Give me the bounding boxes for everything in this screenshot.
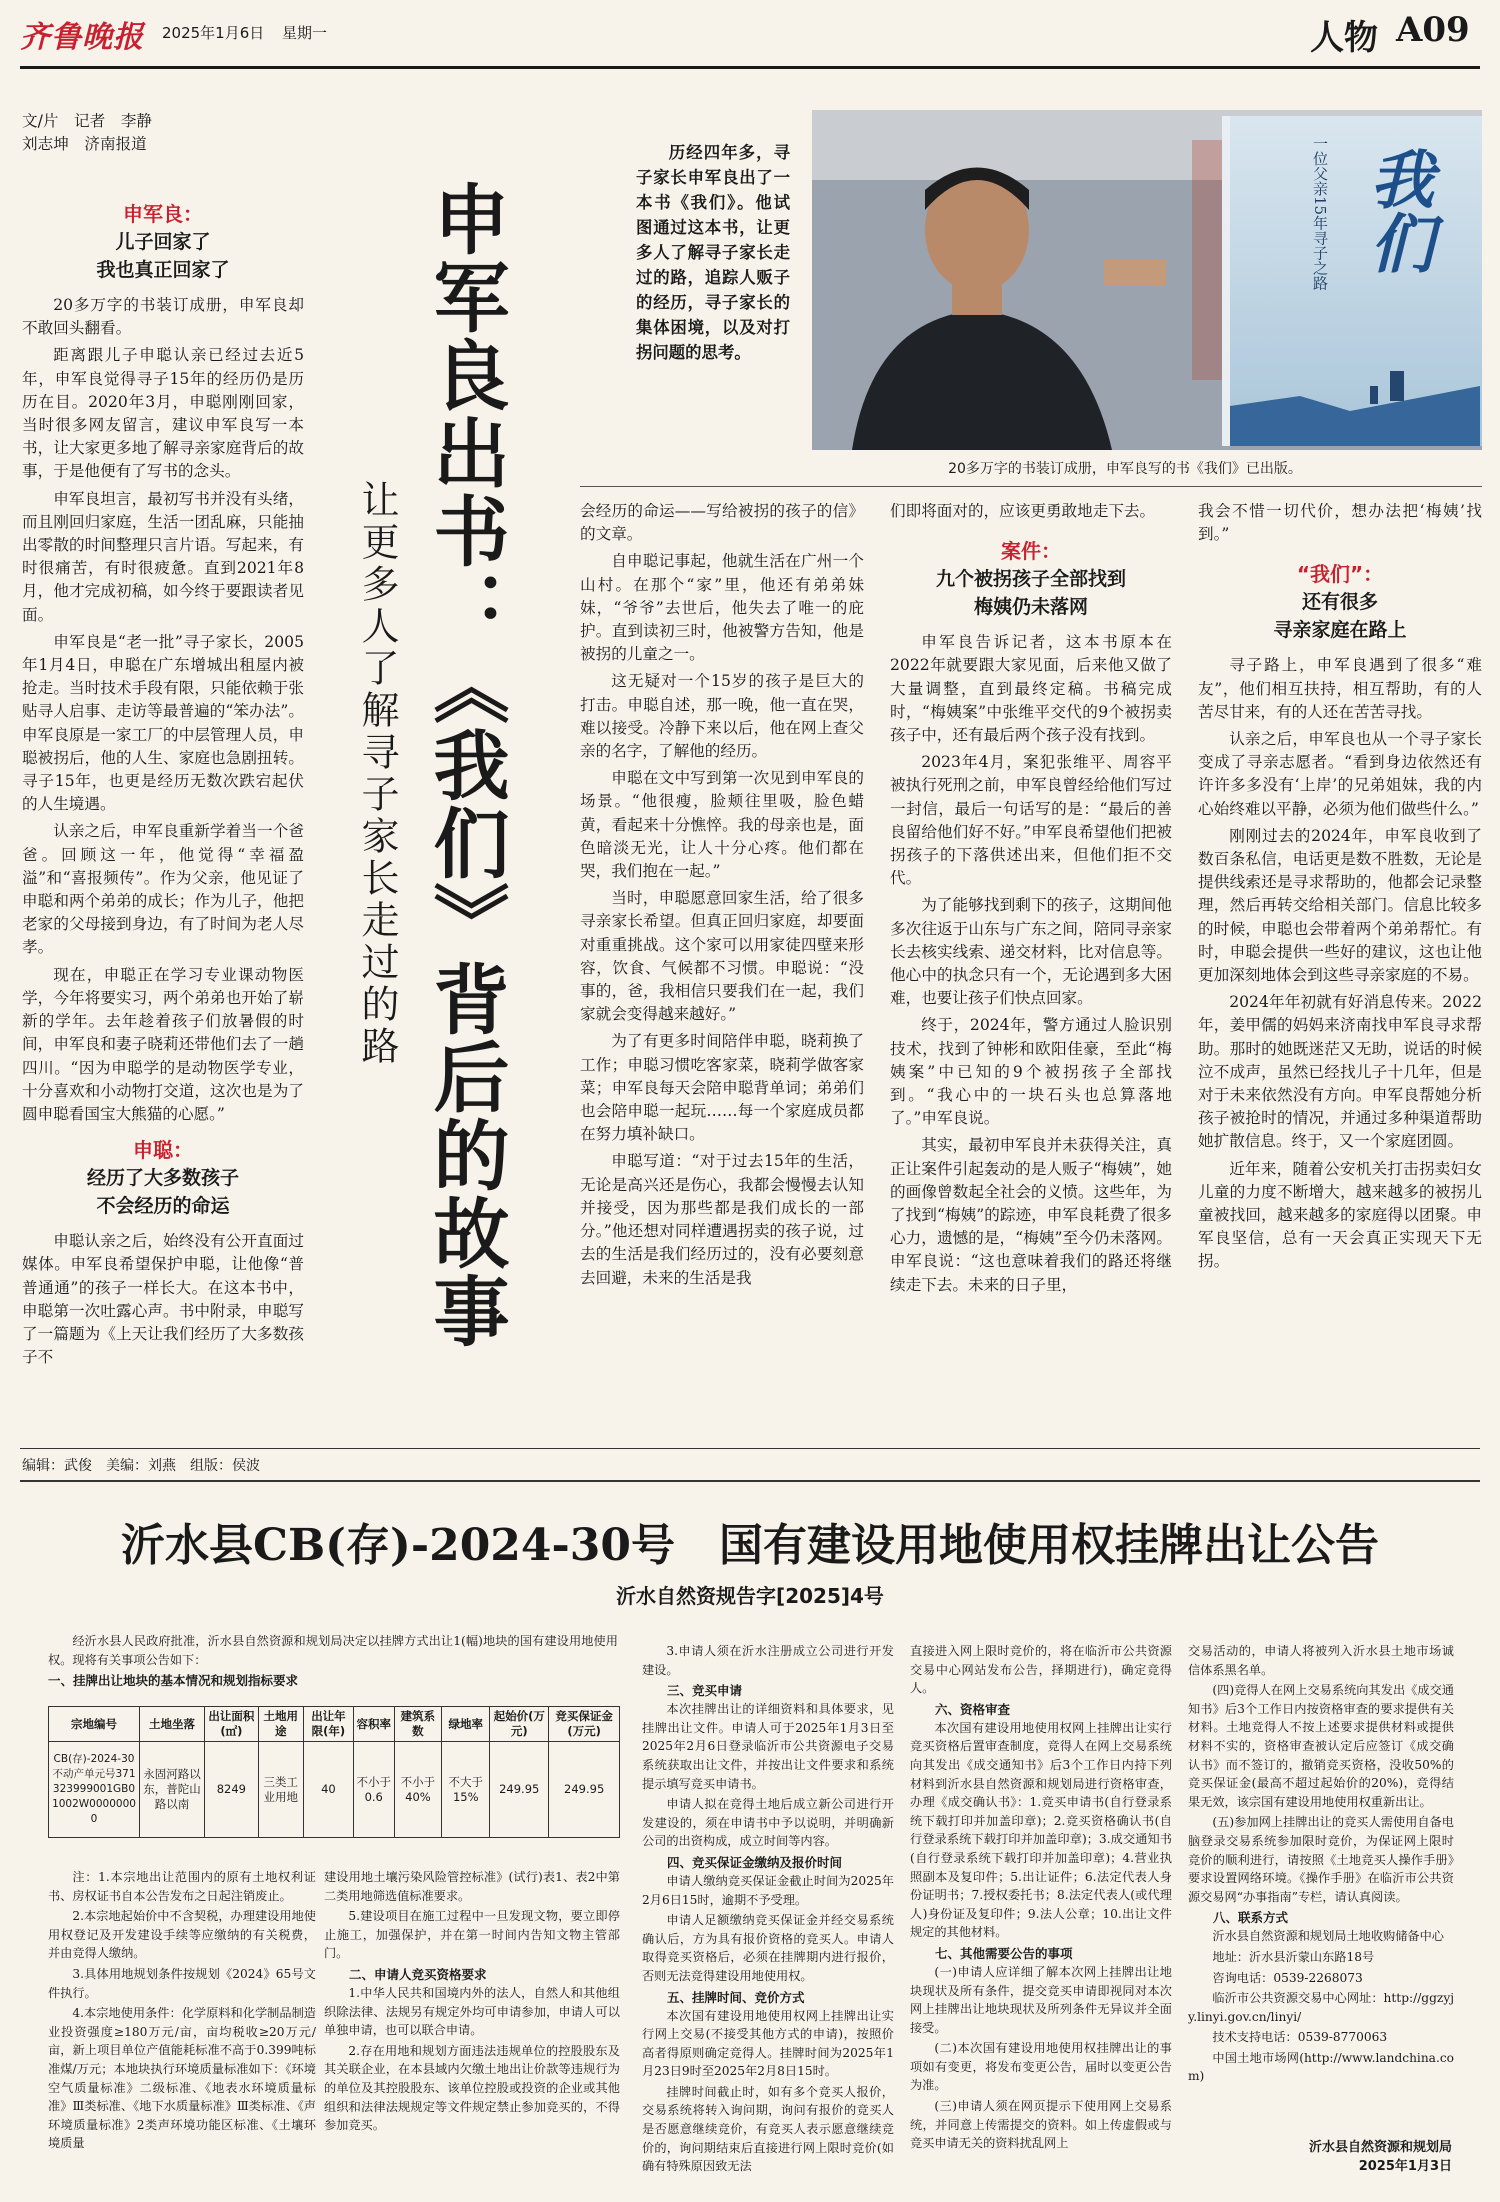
paragraph: 2023年4月，案犯张维平、周容平被执行死刑之前，申军良曾经给他们写过一封信，最后一句话写的是：“最后的善良留给他们好不好。”申军良希望他们把被拐孩子的下落供述出来，但他们拒不交代。	[890, 753, 1172, 888]
newspaper-logo: 齐鲁晚报	[20, 20, 144, 55]
section-name: 人物	[1310, 18, 1378, 58]
subhead-line-3: 经历了大多数孩子	[86, 1167, 239, 1190]
issue-weekday: 星期一	[282, 24, 328, 42]
subhead-us-1: 还有很多	[1301, 591, 1378, 614]
book-cover-art	[1230, 316, 1480, 446]
land-info-table	[48, 1706, 620, 1838]
contact-land-market-site: 中国土地市场网(http://www.landchina.com)	[1188, 2050, 1454, 2084]
paragraph: 我会不惜一切代价，想办法把‘梅姨’找到。”	[1198, 502, 1482, 544]
section-label-shenjunliang: 申军良：	[123, 202, 203, 226]
paragraph: 自申聪记事起，他就生活在广州一个山村。在那个“家”里，他还有弟弟妹妹，“爷爷”去世后，他失去了唯一的庇护。直到读初三时，他被警方告知，他是被拐的儿童之一。	[580, 552, 864, 664]
paragraph: 们即将面对的，应该更勇敢地走下去。	[890, 502, 1156, 520]
masthead-rule	[20, 66, 1480, 69]
announcement-title: 沂水县CB(存)-2024-30号 国有建设用地使用权挂牌出让公告	[120, 1520, 1380, 1571]
paragraph: 当时，申聪愿意回家生活，给了很多寻亲家长希望。但真正回归家庭，却要面对重重挑战。这个家可以用家徒四壁来形容，饮食、气候都不习惯。申聪说：“没事的，爸，我相信只要我们在一起，我们家就会变得越来越好。”	[580, 889, 864, 1024]
article-column-1	[22, 200, 304, 1440]
paragraph: 申军良告诉记者，这本书原本在2022年就要跟大家见面，后来他又做了大量调整，直到最终定稿。书稿完成时，“梅姨案”中张维平交代的9个被拐卖孩子中，还有最后两个孩子没有找到。	[890, 633, 1172, 745]
announcement-column-1	[48, 1868, 316, 2168]
announcement-intro	[48, 1632, 618, 1690]
paragraph: 申请人缴纳竞买保证金截止时间为2025年2月6日15时，逾期不予受理。	[642, 1873, 894, 1907]
contact-line: 沂水县自然资源和规划局土地收购储备中心	[1212, 1929, 1444, 1944]
subhead-us-2: 寻亲家庭在路上	[1273, 619, 1407, 642]
issue-date: 2025年1月6日	[162, 24, 265, 42]
paragraph: 近年来，随着公安机关打击拐卖妇女儿童的力度不断增大，越来越多的被拐儿童被找回，越来越多的家庭得以团聚。申军良坚信，总有一天会真正实现天下无拐。	[1198, 1159, 1482, 1271]
paragraph: (二)本次国有建设用地使用权挂牌出让的事项如有变更，将发布变更公告，届时以变更公告为准。	[910, 2041, 1172, 2093]
paragraph: 其实，最初申军良并未获得关注，真正让案件引起轰动的是人贩子“梅姨”，她的画像曾数起全社会的义愤。这些年，为了找到“梅姨”的踪迹，申军良耗费了很多心力，遗憾的是，“梅姨”至今仍未落网。申军良说：“这也意味着我们的路还将继续走下去。未来的日子里，	[890, 1136, 1172, 1294]
contact-website: 临沂市公共资源交易中心网址：http://ggzyjy.linyi.gov.cn/linyi/	[1188, 1991, 1454, 2024]
announcement-column-4	[910, 1642, 1172, 2182]
paragraph: 本次国有建设用地使用权网上挂牌出让实行网上交易(不接受其他方式的申请)，按照价高者得原则确定竞得人。挂牌时间为2025年1月23日9时至2025年2月8日15时。	[642, 2008, 894, 2079]
paragraph: 20多万字的书装订成册，申军良却不敢回头翻看。	[22, 296, 304, 338]
paragraph: (四)竞得人在网上交易系统向其发出《成交通知书》后3个工作日内按资格审查的要求提供有关材料。土地竞得人不按上述要求提供材料或提供材料不实的，资格审查被认定后应签订《成交确认书》而不签订的，撤销竞买资格，没收50%的竞买保证金(最高不超过起始价的20%)，竞得结果无效，该宗国有建设用地使用权重新出让。	[1188, 1683, 1454, 1809]
table-cell: 249.95	[549, 1742, 620, 1838]
signature-issuer: 沂水县自然资源和规划局	[1308, 2140, 1452, 2155]
announcement-column-3	[642, 1642, 894, 2182]
paragraph: 现在，申聪正在学习专业课动物医学，今年将要实习，两个弟弟也开始了崭新的学年。去年趁着孩子们放暑假的时间，申军良和妻子晓莉还带他们去了一趟四川。“因为申聪学的是动物医学专业，十分喜欢和小动物打交道，这次也是为了圆申聪看国宝大熊猫的心愿。”	[22, 965, 304, 1123]
table-cell: 8249	[205, 1742, 259, 1838]
announcement-section-6: 六、资格审查	[935, 1701, 1011, 1717]
byline-line-1: 文/片 记者 李静	[22, 112, 153, 130]
paragraph: 挂牌时间截止时，如有多个竞买人报价，交易系统将转入询问期，询问有报价的竞买人是否愿意继续竞价，有竞买人表示愿意继续竞价的，询问期结束后直接进行网上限时竞价(如确有特殊原因致无法	[642, 2084, 894, 2174]
announcement-section-7: 七、其他需要公告的事项	[935, 1945, 1073, 1961]
paragraph: 申聪写道：“对于过去15年的生活，无论是高兴还是伤心，我都会慢慢去认知并接受，因为那些都是我们成长的一部分。”他还想对同样遭遇拐卖的孩子说，过去的生活是我们经历过的，没有必要刻意去回避，未来的生活是我	[580, 1152, 864, 1287]
paragraph: 注：1.本宗地出让范围内的原有土地权利证书、房权证书自本公告发布之日起注销废止。	[48, 1870, 316, 1903]
paragraph: 认亲之后，申军良也从一个寻子家长变成了寻亲志愿者。“看到身边依然还有许许多多没有‘上岸’的兄弟姐妹，我的内心始终难以平静，必须为他们做些什么。”	[1198, 730, 1482, 818]
announcement-section-2: 二、申请人竞买资格要求	[349, 1966, 487, 1982]
paragraph: 这无疑对一个15岁的孩子是巨大的打击。申聪自述，那一晚，他一直在哭，难以接受。冷静下来以后，他在网上查父亲的名字，了解他的经历。	[580, 672, 864, 761]
announcement-section-1: 一、挂牌出让地块的基本情况和规划指标要求	[48, 1673, 299, 1689]
contact-phone: 咨询电话：0539-2268073	[1212, 1970, 1363, 1985]
section-label-case: 案件：	[1001, 539, 1061, 564]
paragraph: 申聪在文中写到第一次见到申军良的场景。“他很瘦，脸颊往里吸，脸色蜡黄，看起来十分憔悴。我的母亲也是，面色暗淡无光，让人十分心疼。他们都在哭，我们抱在一起。”	[580, 769, 864, 881]
table-cell: 不小于40%	[394, 1742, 442, 1838]
paragraph: 会经历的命运——写给被拐的孩子的信》的文章。	[580, 502, 864, 544]
paragraph: 申军良坦言，最初写书并没有头绪，而且刚回归家庭，生活一团乱麻，只能抽出零散的时间整理只言片语。写起来，有时很痛苦，有时很疲惫。直到2021年8月，他才完成初稿，如今终于要跟读者见面。	[22, 489, 304, 624]
paragraph: 寻子路上，申军良遇到了很多“难友”，他们相互扶持，相互帮助，有的人苦尽甘来，有的人还在苦苦寻找。	[1198, 656, 1482, 721]
paragraph: 交易活动的，申请人将被列入沂水县土地市场诚信体系黑名单。	[1188, 1644, 1454, 1677]
announcement-section-8: 八、联系方式	[1213, 1910, 1289, 1926]
announcement-doc-number: 沂水自然资规告字[2025]4号	[616, 1584, 884, 1608]
paragraph: 1.中华人民共和国境内外的法人，自然人和其他组织除法律、法规另有规定外均可申请参加，申请人可以单独申请，也可以联合申请。	[324, 1985, 620, 2038]
book-subtitle: 一位父亲15年寻子之路	[1311, 136, 1329, 291]
byline-line-2: 刘志坤 济南报道	[22, 135, 147, 153]
announcement-column-5	[1188, 1642, 1454, 2112]
paragraph: 认亲之后，申军良重新学着当一个爸爸。回顾这一年，他觉得“幸福盈溢”和“喜报频传”。作为父亲，他见证了申聪和两个弟弟的成长；作为儿子，他把老家的父母接到身边，有了时间为老人尽孝。	[22, 822, 304, 957]
announcement-section-3: 三、竞买申请	[667, 1683, 743, 1699]
paragraph: 申请人拟在竞得土地后成立新公司进行开发建设的，须在申请书中予以说明，并明确新公司的出资构成，成立时间等内容。	[642, 1797, 894, 1849]
paragraph: 为了有更多时间陪伴申聪，晓莉换了工作；申聪习惯吃客家菜，晓莉学做客家菜；申军良每天会陪申聪背单词；弟弟们也会陪申聪一起玩……每一个家庭成员都在努力填补缺口。	[580, 1032, 864, 1144]
paragraph: 3.申请人须在沂水注册成立公司进行开发建设。	[642, 1644, 894, 1677]
paragraph: 申军良是“老一批”寻子家长，2005年1月4日，申聪在广东增城出租屋内被抢走。当时技术手段有限，只能依赖于张贴寻人启事、走访等最普遍的“笨办法”。申军良原是一家工厂的中层管理人员，申聪被拐后，他的人生、家庭也急剧扭转。寻子15年，也更是经历无数次跌宕起伏的人生境遇。	[22, 632, 304, 814]
table-header-row	[49, 1707, 620, 1742]
table-header: 出让面积(㎡)	[205, 1707, 259, 1742]
paragraph: 申聪认亲之后，始终没有公开直面过媒体。申军良希望保护申聪，让他像“普普通通”的孩子一样长大。在这本书中，申聪第一次吐露心声。书中附录，申聪写了一篇题为《上天让我们经历了大多数孩子不	[22, 1232, 304, 1367]
paragraph: (一)申请人应详细了解本次网上挂牌出让地块现状及所有条件，提交竞买申请即视同对本次网上挂牌出让地块现状及所列条件无异议并全面接受。	[910, 1964, 1172, 2035]
section-label-us: “我们”：	[1296, 562, 1384, 587]
paragraph: 2024年年初就有好消息传来。2022年，姜甲儒的妈妈来济南找申军良寻求帮助。那时的她既迷茫又无助，说话的时候泣不成声，虽然已经找儿子十几年，但是对于未来依然没有方向。申军良帮她分析孩子被抢时的情况，并通过多种渠道帮助她扩散信息。终于，又一个家庭团圆。	[1198, 993, 1482, 1151]
article-column-3	[890, 500, 1172, 1440]
table-header: 容积率	[353, 1707, 394, 1742]
paragraph: 本次国有建设用地使用权网上挂牌出让实行竞买资格后置审查制度，竞得人在网上交易系统向其发出《成交通知书》后3个工作日内持下列材料到沂水县自然资源和规划局进行资格审查，办理《成交确认书》：1.竞买申请书(自行登录系统下载打印并加盖印章)；2.竞买资格确认书(自行登录系统下载打印并加盖印章)；3.成交通知书(自行登录系统下载打印并加盖印章)；4.营业执照副本及复印件；5.出让证件；6.法定代表人身份证明书；7.授权委托书；8.法定代表人(或代理人)身份证及复印件；9.法人公章；10.出让文件规定的其他材料。	[910, 1720, 1172, 1940]
table-header: 宗地编号	[49, 1707, 140, 1742]
book-cover	[1222, 116, 1482, 446]
paragraph: 直接进入网上限时竞价的，将在临沂市公共资源交易中心网站发布公告，择期进行)，确定竞得人。	[910, 1644, 1172, 1696]
paragraph: 4.本宗地使用条件：化学原料和化学制品制造业投资强度≥180万元/亩，亩均税收≥20万元/亩，新上项目单位产值能耗标准不高于0.399吨标准煤/万元；本地块执行环境质量标准如下：《环境空气质量标准》二级标准、《地表水环境质量标准》Ⅲ类标准、《地下水质量标准》Ⅲ类标准、《声环境质量标准》2类声环境功能区标准、《土壤环境质量	[48, 2006, 316, 2151]
table-cell: 不大于15%	[442, 1742, 490, 1838]
article-column-2	[580, 500, 864, 1440]
table-header: 出让年限(年)	[303, 1707, 353, 1742]
paragraph: 为了能够找到剩下的孩子，这期间他多次往返于山东与广东之间，陪同寻亲家长去核实线索、递交材料，比对信息等。他心中的执念只有一个，无论遇到多大困难，也要让孩子们快点回家。	[890, 896, 1172, 1008]
table-header: 绿地率	[442, 1707, 490, 1742]
table-row	[49, 1742, 620, 1838]
table-header: 土地坐落	[140, 1707, 205, 1742]
announcement-intro-text: 经沂水县人民政府批准，沂水县自然资源和规划局决定以挂牌方式出让1(幅)地块的国有建设用地使用权。现将有关事项公告如下：	[48, 1634, 618, 1667]
announcement-section-4: 四、竞买保证金缴纳及报价时间	[667, 1854, 843, 1870]
paragraph: 2.存在用地和规划方面违法违规单位的控股股东及其关联企业，在本县域内欠缴土地出让价款等违规行为的单位及其控股股东、该单位控股或投资的企业或其他组织和法律法规规定等文件规定禁止参加竞买的，不得参加竞买。	[324, 2043, 620, 2133]
paragraph: 本次挂牌出让的详细资料和具体要求，见挂牌出让文件。申请人可于2025年1月3日至2025年2月6日登录临沂市公共资源电子交易系统获取出让文件，并按出让文件要求和系统提示填写竞买申请书。	[642, 1702, 894, 1791]
table-header: 土地用途	[258, 1707, 303, 1742]
paragraph: (五)参加网上挂牌出让的竞买人需使用自备电脑登录交易系统参加限时竞价，为保证网上限时竞价的顺利进行，请按照《土地竞买人操作手册》要求设置网络环境。《操作手册》在临沂市公共资源交易网“办事指南”专栏，请认真阅读。	[1188, 1815, 1454, 1904]
contact-address: 地址：沂水县沂蒙山东路18号	[1212, 1949, 1375, 1964]
subhead-line-4: 不会经历的命运	[96, 1195, 230, 1218]
table-cell: 三类工业用地	[258, 1742, 303, 1838]
photo-caption: 20多万字的书装订成册，申军良写的书《我们》已出版。	[948, 461, 1302, 477]
table-header: 起始价(万元)	[490, 1707, 549, 1742]
byline	[22, 110, 152, 156]
signature-date: 2025年1月3日	[1358, 2159, 1452, 2174]
masthead	[20, 0, 1480, 68]
table-cell: 永固河路以东，普陀山路以南	[140, 1742, 205, 1838]
paragraph: 刚刚过去的2024年，申军良收到了数百条私信，电话更是数不胜数，无论是提供线索还是寻求帮助的，他都会记录整理，然后再转交给相关部门。信息比较多的时候，申聪也会带着两个弟弟帮忙。有时，申聪会提供一些好的建议，这也让他更加深刻地体会到这些寻亲家庭的不易。	[1198, 826, 1482, 985]
editors-rule	[20, 1448, 1480, 1449]
section-label-shencong: 申聪：	[133, 1138, 193, 1163]
paragraph: 2.本宗地起始价中不含契税，办理建设用地使用权登记及开发建设手续等应缴纳的有关税费，并由竞得人缴纳。	[48, 1909, 316, 1961]
subhead-line-2: 我也真正回家了	[96, 259, 230, 281]
page-number: A09	[1396, 10, 1470, 50]
table-cell: 249.95	[490, 1742, 549, 1838]
announcement-section-5: 五、挂牌时间、竞价方式	[667, 1989, 805, 2005]
paragraph: 5.建设项目在施工过程中一旦发现文物，要立即停止施工，加强保护，并在第一时间内告知文物主管部门。	[324, 1909, 620, 1961]
contact-support-phone: 技术支持电话：0539-8770063	[1212, 2030, 1388, 2045]
editors-credit: 编辑：武俊 美编：刘燕 组版：侯波	[22, 1458, 260, 1474]
announcement-signature	[1190, 2138, 1452, 2176]
photo-caption-lead: 历经四年多，寻子家长申军良出了一本书《我们》。他试图通过这本书，让更多人了解寻子家长走过的路，追踪人贩子的经历，寻子家长的集体困境，以及对打拐问题的思考。	[636, 143, 790, 362]
announcement-column-2	[324, 1868, 620, 2168]
paragraph: 建设用地土壤污染风险管控标准》(试行)表1、表2中第二类用地筛选值标准要求。	[324, 1870, 620, 1903]
subhead-line-1: 儿子回家了	[115, 231, 211, 253]
headline-sub: 让更多人了解寻子家长走过的路	[355, 480, 399, 1068]
article-column-4	[1198, 500, 1482, 1440]
subhead-case-1: 九个被拐孩子全部找到	[935, 568, 1126, 591]
ad-rule	[20, 1480, 1480, 1482]
table-header: 竞买保证金(万元)	[549, 1707, 620, 1742]
table-cell: 不小于0.6	[353, 1742, 394, 1838]
subhead-case-2: 梅姨仍未落网	[973, 596, 1088, 619]
paragraph: 距离跟儿子申聪认亲已经过去近5年，申军良觉得寻子15年的经历仍是历历在目。2020年3月，申聪刚刚回家，当时很多网友留言，建议申军良写一本书，让大家更多地了解寻亲家庭背后的故事，于是他便有了写书的念头。	[22, 346, 304, 481]
paragraph: 3.具体用地规划条件按规划《2024》65号文件执行。	[48, 1966, 316, 2000]
paragraph: 终于，2024年，警方通过人脸识别技术，找到了钟彬和欧阳佳豪，至此“梅姨案”中已知的9个被拐孩子全部找到。“我心中的一块石头也总算落地了。”申军良说。	[890, 1016, 1172, 1128]
table-header: 建筑系数	[394, 1707, 442, 1742]
table-cell: 40	[303, 1742, 353, 1838]
paragraph: (三)申请人须在网页提示下使用网上交易系统，并同意上传需提交的资料。如上传虚假或与竞买申请无关的资料扰乱网上	[910, 2099, 1172, 2151]
photo	[812, 110, 1482, 450]
table-cell: CB(存)-2024-30不动产单元号371323999001GB01002W00000000	[49, 1742, 140, 1838]
book-title: 我们	[1359, 146, 1434, 274]
paragraph: 申请人足额缴纳竞买保证金并经交易系统确认后，方为具有报价资格的竞买人。申请人取得竞买资格后，必须在挂牌期内进行报价，否则无法竞得建设用地使用权。	[642, 1913, 894, 1983]
photo-rule	[580, 486, 1482, 487]
headline-main: 申军良出书：《我们》背后的故事	[421, 180, 510, 1350]
